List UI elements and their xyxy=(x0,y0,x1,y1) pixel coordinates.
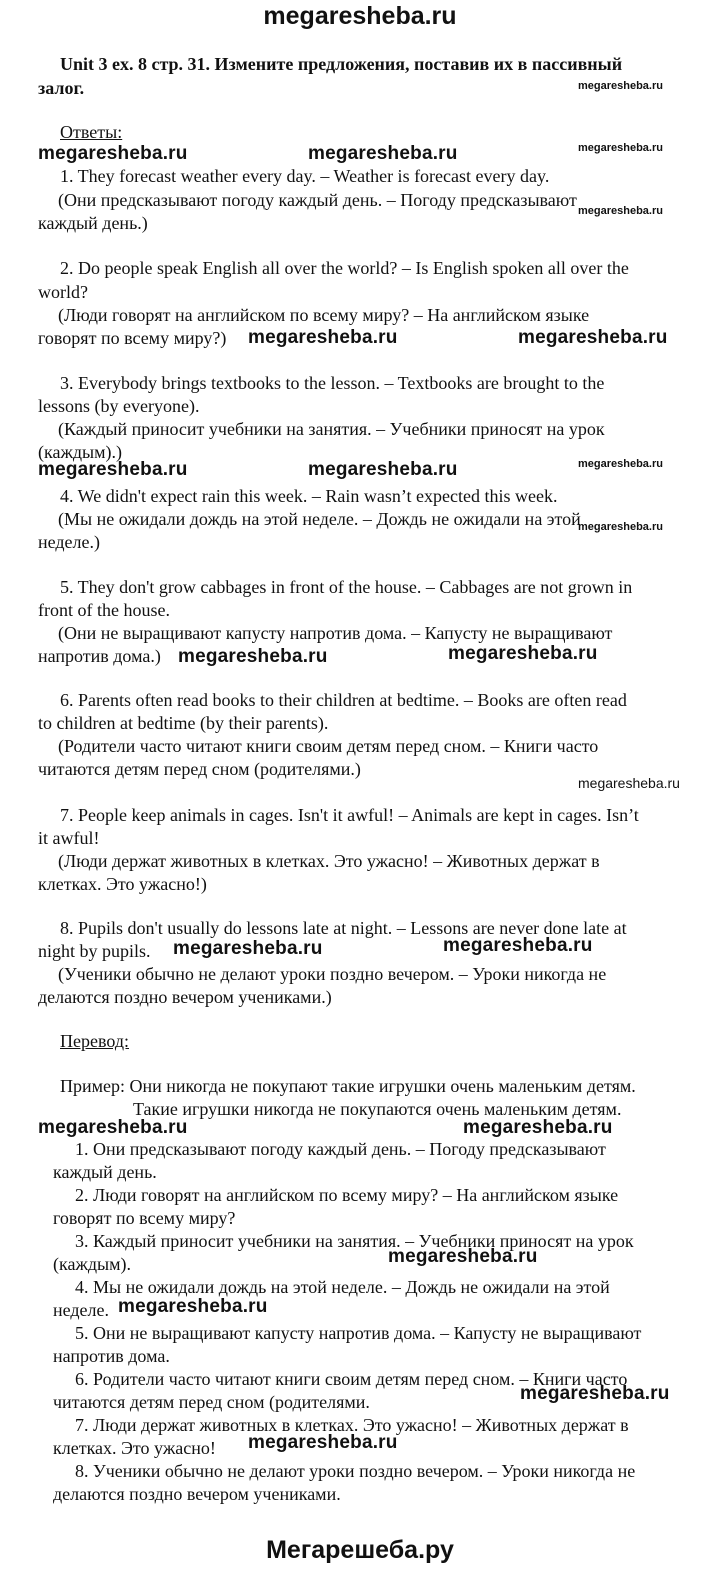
answer-line: lessons (by everyone). xyxy=(38,396,200,416)
answer-line: it awful! xyxy=(38,828,100,848)
answer-line: 1. They forecast weather every day. – Weather is forecast every day. xyxy=(60,166,550,186)
translation-line: 5. Они не выращивают капусту напротив дома. – Капусту не выращивают xyxy=(75,1323,642,1343)
translation-line: Пример: Они никогда не покупают такие игрушки очень маленьким детям. xyxy=(60,1076,636,1096)
translation-line: 3. Каждый приносит учебники на занятия. – Учебники приносят на урок xyxy=(75,1231,634,1251)
answer-line: напротив дома.) xyxy=(38,646,161,666)
answer-line: (Каждый приносит учебники на занятия. – Учебники приносят на урок xyxy=(58,419,605,439)
answer-line: front of the house. xyxy=(38,600,170,620)
watermark: megaresheba.ru xyxy=(308,143,458,164)
translation-line: Такие игрушки никогда не покупаются очень маленьким детям. xyxy=(133,1099,622,1119)
answer-line: (Родители часто читают книги своим детям перед сном. – Книги часто xyxy=(58,736,599,756)
watermark: megaresheba.ru xyxy=(463,1117,613,1138)
answer-line: to children at bedtime (by their parents). xyxy=(38,713,329,733)
translation-line: 4. Мы не ожидали дождь на этой неделе. – Дождь не ожидали на этой xyxy=(75,1277,610,1297)
watermark: megaresheba.ru xyxy=(578,775,680,791)
answer-line: 2. Do people speak English all over the world? – Is English spoken all over the xyxy=(60,258,629,278)
translation-line: 6. Родители часто читают книги своим детям перед сном. – Книги часто xyxy=(75,1369,628,1389)
answer-line: (Ученики обычно не делают уроки поздно вечером. – Уроки никогда не xyxy=(58,964,607,984)
answer-line: (Люди держат животных в клетках. Это ужасно! – Животных держат в xyxy=(58,851,600,871)
answer-line: делаются поздно вечером учениками.) xyxy=(38,987,332,1007)
site-header: megaresheba.ru xyxy=(263,2,457,30)
watermark: megaresheba.ru xyxy=(443,935,593,956)
watermark: megaresheba.ru xyxy=(578,80,663,92)
watermark: megaresheba.ru xyxy=(578,458,663,470)
watermark: megaresheba.ru xyxy=(118,1296,268,1317)
answer-line: (Они предсказывают погоду каждый день. – Погоду предсказывают xyxy=(58,190,577,210)
translation-line: делаются поздно вечером учениками. xyxy=(53,1484,341,1504)
watermark: megaresheba.ru xyxy=(448,643,598,664)
watermark: megaresheba.ru xyxy=(38,143,188,164)
translation-line: (каждым). xyxy=(53,1254,132,1274)
translation-line: 7. Люди держат животных в клетках. Это ужасно! – Животных держат в xyxy=(75,1415,629,1435)
task-line-2: залог. xyxy=(38,78,85,98)
watermark: megaresheba.ru xyxy=(38,1117,188,1138)
translation-line: 8. Ученики обычно не делают уроки поздно вечером. – Уроки никогда не xyxy=(75,1461,636,1481)
answer-line: (каждым).) xyxy=(38,442,123,462)
answer-line: night by pupils. xyxy=(38,941,151,961)
answer-line: 5. They don't grow cabbages in front of the house. – Cabbages are not grown in xyxy=(60,577,633,597)
answer-line: клетках. Это ужасно!) xyxy=(38,874,207,894)
task-line-1: Unit 3 ex. 8 стр. 31. Измените предложения, поставив их в пассивный xyxy=(60,54,623,74)
watermark: megaresheba.ru xyxy=(178,646,328,667)
watermark: megaresheba.ru xyxy=(578,142,663,154)
translation-line: клетках. Это ужасно! xyxy=(53,1438,216,1458)
translation-line: 1. Они предсказывают погоду каждый день. – Погоду предсказывают xyxy=(75,1139,606,1159)
answer-line: неделе.) xyxy=(38,532,100,552)
watermark: megaresheba.ru xyxy=(38,459,188,480)
watermark: megaresheba.ru xyxy=(520,1383,670,1404)
translation-line: каждый день. xyxy=(53,1162,157,1182)
watermark: megaresheba.ru xyxy=(308,459,458,480)
answer-line: 3. Everybody brings textbooks to the lesson. – Textbooks are brought to the xyxy=(60,373,605,393)
translation-line: неделе. xyxy=(53,1300,110,1320)
answers-heading: Ответы: xyxy=(60,122,123,142)
answer-line: 7. People keep animals in cages. Isn't it awful! – Animals are kept in cages. Isn’t xyxy=(60,805,639,825)
answer-line: говорят по всему миру?) xyxy=(38,328,227,348)
site-footer: Мегарешеба.ру xyxy=(266,1536,454,1564)
answer-line: (Они не выращивают капусту напротив дома. – Капусту не выращивают xyxy=(58,623,613,643)
answer-line: 6. Parents often read books to their children at bedtime. – Books are often read xyxy=(60,690,627,710)
translation-line: читаются детям перед сном (родителями. xyxy=(53,1392,370,1412)
translation-line: говорят по всему миру? xyxy=(53,1208,236,1228)
watermark: megaresheba.ru xyxy=(248,1432,398,1453)
watermark: megaresheba.ru xyxy=(518,327,668,348)
translation-heading: Перевод: xyxy=(60,1031,129,1051)
watermark: megaresheba.ru xyxy=(578,521,663,533)
answer-line: (Люди говорят на английском по всему миру? – На английском языке xyxy=(58,305,590,325)
translation-line: напротив дома. xyxy=(53,1346,170,1366)
watermark: megaresheba.ru xyxy=(578,205,663,217)
answer-line: читаются детям перед сном (родителями.) xyxy=(38,759,361,779)
translation-line: 2. Люди говорят на английском по всему миру? – На английском языке xyxy=(75,1185,619,1205)
answer-line: world? xyxy=(38,282,88,302)
answer-line: 4. We didn't expect rain this week. – Rain wasn’t expected this week. xyxy=(60,486,558,506)
answer-line: каждый день.) xyxy=(38,213,148,233)
watermark: megaresheba.ru xyxy=(173,938,323,959)
answer-line: (Мы не ожидали дождь на этой неделе. – Дождь не ожидали на этой xyxy=(58,509,581,529)
answer-line: 8. Pupils don't usually do lessons late at night. – Lessons are never done late at xyxy=(60,918,627,938)
watermark: megaresheba.ru xyxy=(248,327,398,348)
watermark: megaresheba.ru xyxy=(388,1246,538,1267)
